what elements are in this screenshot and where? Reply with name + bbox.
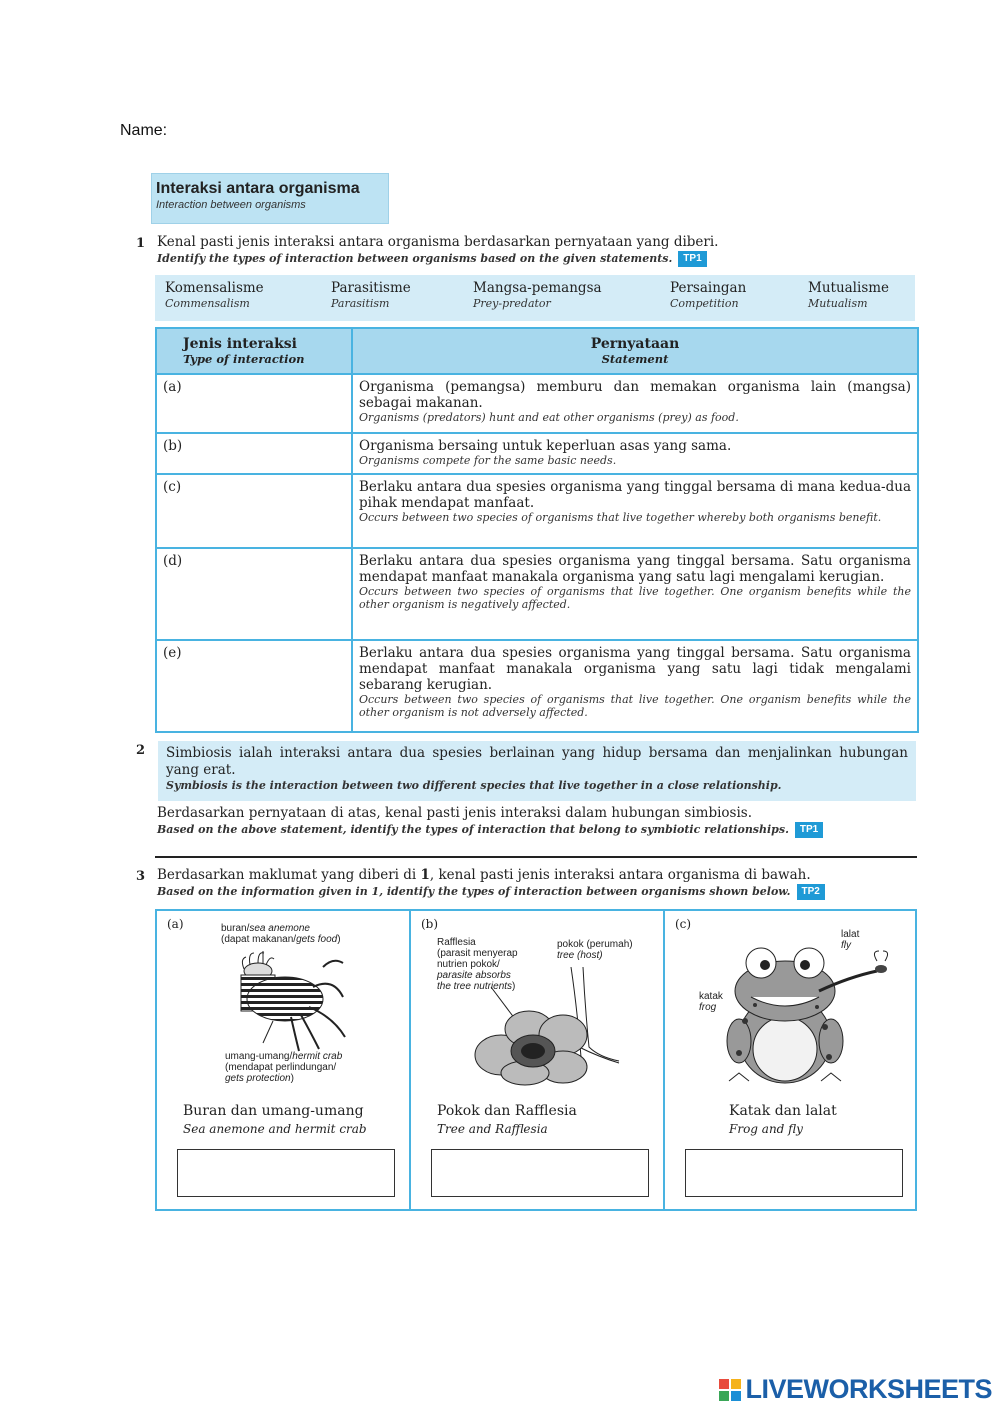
annotation-rafflesia: Rafflesia (parasit menyerap nutrien pokok/ parasite absorbs the tree nutrients) xyxy=(437,937,518,992)
figure-panels xyxy=(155,909,917,1211)
panel-a xyxy=(157,911,411,1209)
option-parasitism xyxy=(331,280,411,311)
ann-text: hermit crab xyxy=(292,1051,343,1062)
liveworksheets-logo xyxy=(719,1374,992,1405)
tp-badge: TP2 xyxy=(797,884,825,900)
answer-box-b[interactable] xyxy=(431,1149,649,1197)
column-header-label-en: Type of interaction xyxy=(183,352,305,366)
panel-caption: Pokok dan Rafflesia xyxy=(437,1103,577,1119)
annotation-hermit-crab xyxy=(225,1051,342,1084)
table-row xyxy=(156,374,918,433)
question-3-prompt xyxy=(157,867,917,900)
column-header-label: Pernyataan xyxy=(590,336,680,352)
name-label: Name: xyxy=(120,122,168,139)
row-label: (d) xyxy=(163,553,183,569)
option-label: Parasitisme xyxy=(331,280,411,296)
table-row xyxy=(156,433,918,474)
question-1-prompt xyxy=(157,234,917,267)
ann-text: nutrien pokok/ xyxy=(437,959,500,970)
question-1-number: 1 xyxy=(136,236,146,251)
statement-cell xyxy=(352,548,918,640)
question-2-prompt xyxy=(157,805,917,838)
option-label: Komensalisme xyxy=(165,280,264,296)
panel-caption-en: Tree and Rafflesia xyxy=(437,1122,548,1136)
logo-square xyxy=(719,1391,729,1401)
statement-text-en: Organisms compete for the same basic needs. xyxy=(359,454,617,467)
logo-icon xyxy=(719,1379,741,1401)
question-3-text: , kenal pasti jenis interaksi antara organisma di bawah. xyxy=(429,867,811,883)
column-header-type xyxy=(156,328,352,374)
answer-box-a[interactable] xyxy=(177,1149,395,1197)
option-label-en: Prey-predator xyxy=(473,297,551,310)
ann-text: ) xyxy=(337,934,341,945)
logo-square xyxy=(719,1379,729,1389)
question-1-text-en: Identify the types of interaction between organisms based on the given statements. xyxy=(157,252,673,265)
panel-caption-en: Sea anemone and hermit crab xyxy=(183,1122,367,1136)
ann-text: Rafflesia xyxy=(437,937,476,948)
statement-text: Berlaku antara dua spesies organisma yang tinggal bersama di mana kedua-dua pihak mendapat manfaat. xyxy=(359,479,911,511)
question-3-number: 3 xyxy=(136,869,146,884)
annotation-tree xyxy=(557,939,633,961)
panel-caption: Buran dan umang-umang xyxy=(183,1103,364,1119)
ann-text: buran/ xyxy=(221,923,250,934)
ann-text: gets food xyxy=(296,934,338,945)
ann-text: katak xyxy=(699,991,723,1002)
question-3-text-en: , identify the types of interaction between organisms shown below. xyxy=(379,885,791,898)
statement-text-en: Occurs between two species of organisms that live together. One organism benefits while the other organism is negatively affected. xyxy=(359,585,911,611)
statement-text: Organisma bersaing untuk keperluan asas yang sama. xyxy=(359,438,732,454)
symbiosis-definition: Simbiosis ialah interaksi antara dua spesies berlainan yang hidup bersama dan menjalinkan hubungan yang erat. xyxy=(166,745,908,778)
row-label: (c) xyxy=(163,479,182,495)
answer-cell-c[interactable] xyxy=(156,474,352,548)
question-2-text-en: Based on the above statement, identify the types of interaction that belong to symbiotic relationships. xyxy=(157,823,789,836)
table-row xyxy=(156,548,918,640)
panel-label: (b) xyxy=(421,917,439,931)
table-row xyxy=(156,640,918,732)
panel-caption: Katak dan lalat xyxy=(729,1103,837,1119)
section-banner xyxy=(151,173,389,224)
statement-text-en: Occurs between two species of organisms that live together. One organism benefits while the other organism is not adversely affected. xyxy=(359,693,911,719)
tp-badge: TP1 xyxy=(795,822,823,838)
rafflesia-tree-illustration xyxy=(451,967,651,1087)
question-2-text: Berdasarkan pernyataan di atas, kenal pasti jenis interaksi dalam hubungan simbiosis. xyxy=(157,805,753,821)
ann-text: sea anemone xyxy=(249,923,310,934)
statement-text: Organisma (pemangsa) memburu dan memakan organisma lain (mangsa) sebagai makanan. xyxy=(359,379,911,411)
ann-text: gets protection xyxy=(225,1073,291,1084)
answer-cell-b[interactable] xyxy=(156,433,352,474)
option-label-en: Parasitism xyxy=(331,297,390,310)
row-label: (b) xyxy=(163,438,183,454)
panel-caption-en: Frog and fly xyxy=(729,1122,803,1136)
column-header-statement xyxy=(352,328,918,374)
tp-badge: TP1 xyxy=(678,251,706,267)
question-3-text: Berdasarkan maklumat yang diberi di xyxy=(157,867,421,883)
question-3-text-en: Based on the information given in xyxy=(157,885,372,898)
statement-cell xyxy=(352,474,918,548)
answer-cell-d[interactable] xyxy=(156,548,352,640)
table-header-row xyxy=(156,328,918,374)
statement-text: Berlaku antara dua spesies organisma yang tinggal bersama. Satu organisma mendapat manfaat manakala organisma yang satu lagi tidak mengalami sebarang kerugian. xyxy=(359,645,911,693)
row-label: (a) xyxy=(163,379,182,395)
column-header-label-en: Statement xyxy=(601,352,669,366)
option-mutualism xyxy=(808,280,889,311)
ann-text: ) xyxy=(290,1073,294,1084)
option-label-en: Mutualism xyxy=(808,297,868,310)
panel-label: (c) xyxy=(675,917,692,931)
answer-box-c[interactable] xyxy=(685,1149,903,1197)
statement-text-en: Occurs between two species of organisms that live together whereby both organisms benefit. xyxy=(359,511,882,524)
option-label: Mutualisme xyxy=(808,280,890,296)
ann-text: the tree nutrients xyxy=(437,981,513,992)
question-2-answer-line[interactable] xyxy=(155,840,917,856)
column-header-label: Jenis interaksi xyxy=(183,336,298,352)
options-box xyxy=(155,275,915,321)
symbiosis-definition-box xyxy=(158,741,916,801)
question-3-ref: 1 xyxy=(420,867,430,883)
option-label: Mangsa-pemangsa xyxy=(473,280,602,296)
panel-c xyxy=(665,911,915,1209)
option-prey-predator xyxy=(473,280,602,311)
ann-text: fly xyxy=(841,940,851,951)
ann-text: (parasit menyerap xyxy=(437,948,518,959)
row-label: (e) xyxy=(163,645,182,661)
ann-text: (mendapat perlindungan/ xyxy=(225,1062,337,1073)
ann-text: pokok (perumah) xyxy=(557,939,633,950)
statement-cell xyxy=(352,640,918,732)
ann-text: parasite absorbs xyxy=(437,970,511,981)
table-row xyxy=(156,474,918,548)
panel-b xyxy=(411,911,665,1209)
section-subtitle: Interaction between organisms xyxy=(156,199,306,211)
answer-cell-a[interactable] xyxy=(156,374,352,433)
logo-square xyxy=(731,1391,741,1401)
panel-label: (a) xyxy=(167,917,184,931)
option-competition xyxy=(670,280,746,311)
answer-cell-e[interactable] xyxy=(156,640,352,732)
interaction-table xyxy=(155,327,919,733)
section-title: Interaksi antara organisma xyxy=(156,180,360,197)
annotation-anemone xyxy=(221,923,341,945)
logo-text: LIVEWORKSHEETS xyxy=(745,1374,992,1404)
option-label-en: Competition xyxy=(670,297,739,310)
frog-fly-illustration xyxy=(725,941,895,1091)
ann-text: tree (host) xyxy=(557,950,603,961)
statement-text-en: Organisms (predators) hunt and eat other organisms (prey) as food. xyxy=(359,411,739,424)
ann-text: frog xyxy=(699,1002,717,1013)
logo-square xyxy=(731,1379,741,1389)
ann-text: (dapat makanan/ xyxy=(221,934,297,945)
option-commensalism xyxy=(165,280,264,311)
question-3-ref-en: 1 xyxy=(371,885,380,898)
ann-text: umang-umang/ xyxy=(225,1051,293,1062)
option-label: Persaingan xyxy=(670,280,747,296)
sea-anemone-crab-illustration xyxy=(213,947,363,1057)
option-label-en: Commensalism xyxy=(165,297,250,310)
symbiosis-definition-en: Symbiosis is the interaction between two different species that live together in a close relationship. xyxy=(166,779,782,792)
ann-text: lalat xyxy=(841,929,860,940)
question-1-text: Kenal pasti jenis interaksi antara organisma berdasarkan pernyataan yang diberi. xyxy=(157,234,719,250)
annotation-frog xyxy=(699,991,723,1013)
question-2-number: 2 xyxy=(136,743,146,758)
statement-cell xyxy=(352,374,918,433)
answer-line xyxy=(155,856,917,858)
statement-cell xyxy=(352,433,918,474)
statement-text: Berlaku antara dua spesies organisma yang tinggal bersama. Satu organisma mendapat manfaat manakala organisma yang satu lagi mengalami kerugian. xyxy=(359,553,911,585)
